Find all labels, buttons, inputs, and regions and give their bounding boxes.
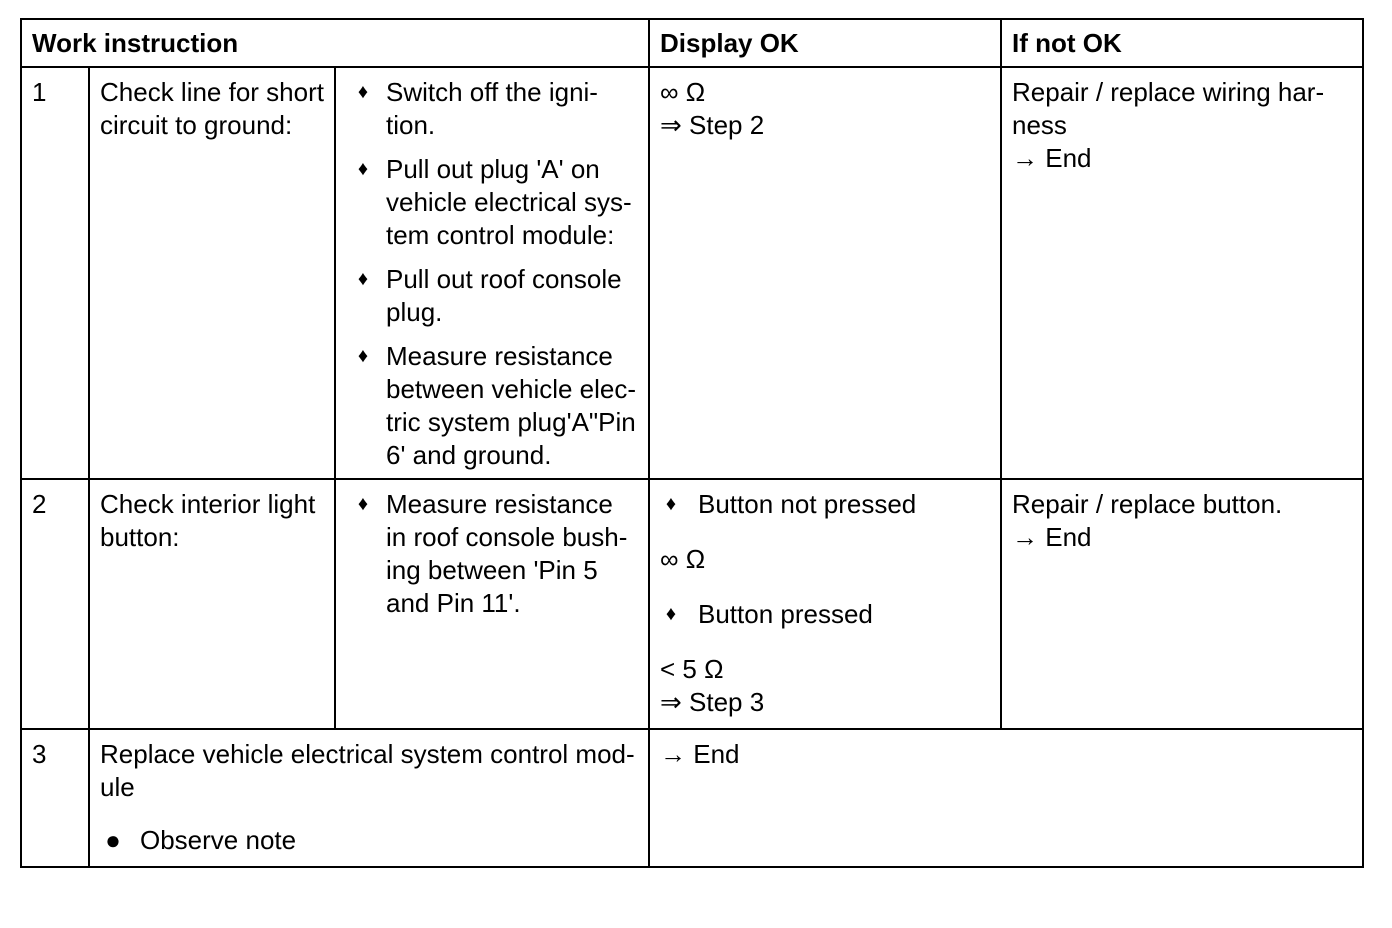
display-ok-cell [649,479,1001,729]
condition-text: Button pressed [698,599,873,629]
action-item [346,340,638,472]
condition-text: Button not pressed [698,489,917,519]
diamond-bullet-icon: ♦ [357,268,369,290]
action-item [346,488,638,620]
action-text: Measure resistance between vehicle elec-tric system plug'A"Pin 6' and ground. [386,341,637,470]
action-item [346,153,638,252]
table-row-step-2 [21,479,1363,729]
remedy-next: → End [1012,522,1092,552]
diamond-bullet-icon: ♦ [357,493,369,515]
diamond-bullet-icon: ♦ [665,493,677,515]
if-not-ok-cell [1001,479,1363,729]
diamond-bullet-icon: ♦ [357,345,369,367]
diamond-bullet-icon: ♦ [357,158,369,180]
action-text: Measure resistance in roof console bush-ing between 'Pin 5 and Pin 11'. [386,489,628,618]
step-number: 1 [21,67,89,479]
table-row-step-3 [21,729,1363,867]
ok-value: ∞ Ω [660,77,706,107]
table-header-row [21,19,1363,67]
step-actions [335,479,649,729]
note-item [100,824,638,857]
diamond-bullet-icon: ♦ [665,603,677,625]
action-text: Switch off the igni-tion. [386,77,598,140]
remedy-next: → End [1012,143,1092,173]
header-work-instruction: Work instruction [21,19,649,67]
if-not-ok-cell [1001,67,1363,479]
dot-bullet-icon: ● [105,825,121,855]
ok-value-block [660,653,990,719]
action-text: Pull out plug 'A' on vehicle electrical sys-tem control module: [386,154,632,250]
condition-item [660,598,990,631]
ok-value: < 5 Ω [660,654,724,684]
diamond-bullet-icon: ♦ [357,81,369,103]
step-number: 2 [21,479,89,729]
work-instruction-table [20,18,1364,868]
action-item [346,76,638,142]
remedy-text: Repair / replace button. [1012,489,1283,519]
step-number: 3 [21,729,89,867]
display-ok-cell [649,67,1001,479]
condition-item [660,488,990,521]
step-actions [335,67,649,479]
remedy-text: Repair / replace wiring har-ness [1012,77,1325,140]
table-row-step-1 [21,67,1363,479]
ok-value: ∞ Ω [660,544,706,574]
step-title: Check line for short circuit to ground: [89,67,335,479]
result-cell: → End [649,729,1363,867]
step-title: Replace vehicle electrical system control mod-ule [100,739,635,802]
header-if-not-ok: If not OK [1001,19,1363,67]
next-step: ⇒ Step 3 [660,687,765,717]
step-title-cell [89,729,649,867]
next-step: ⇒ Step 2 [660,110,765,140]
header-display-ok: Display OK [649,19,1001,67]
action-item [346,263,638,329]
action-text: Pull out roof console plug. [386,264,622,327]
step-title: Check interior light button: [89,479,335,729]
note-text: Observe note [140,825,297,855]
